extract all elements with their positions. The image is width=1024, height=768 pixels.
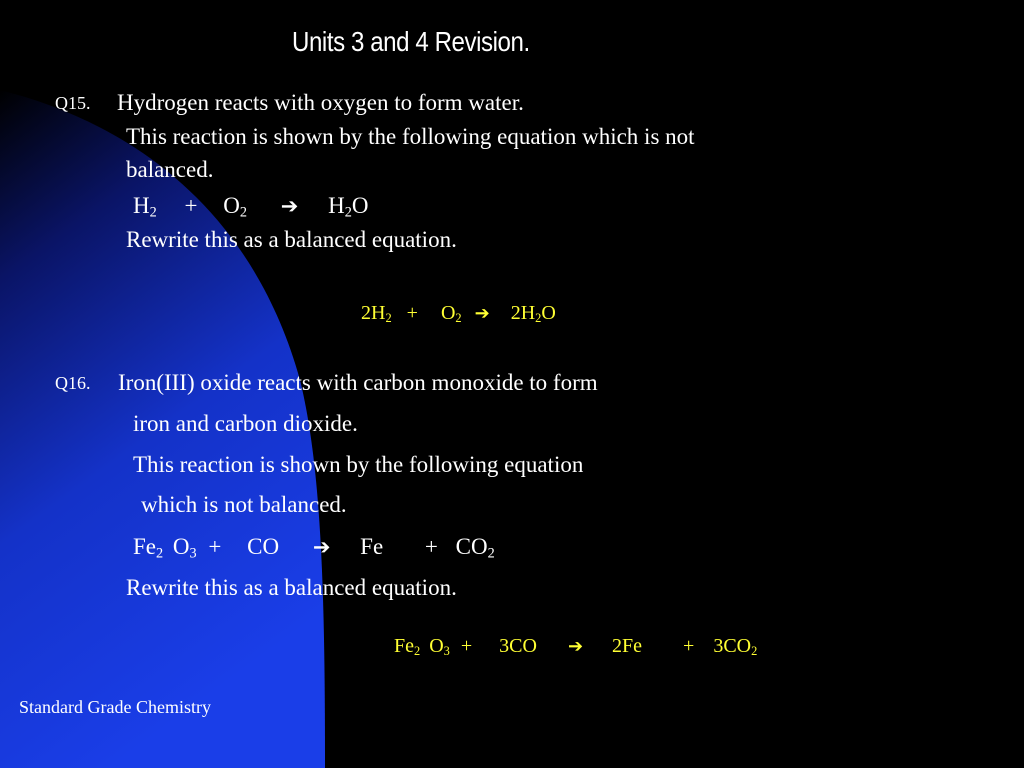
eq-term: H — [133, 193, 150, 218]
ans-term: 3CO — [713, 635, 752, 657]
eq-term: O — [351, 193, 369, 218]
q15-instruction: Rewrite this as a balanced equation. — [126, 227, 457, 252]
arrow-icon: ➔ — [567, 636, 584, 656]
q16-line2: iron and carbon dioxide. — [133, 411, 358, 436]
ans-term: O — [440, 302, 456, 324]
ans-term: 2Fe — [612, 635, 643, 657]
plus-sign: + — [184, 193, 198, 218]
q16-instruction: Rewrite this as a balanced equation. — [126, 575, 457, 600]
ans-term: O — [541, 302, 556, 324]
ans-term: Fe — [394, 635, 414, 657]
q16-number: Q16. — [55, 373, 91, 393]
plus-sign: + — [208, 534, 222, 559]
ans-term: 2H — [510, 302, 536, 324]
q16-line1: Iron(III) oxide reacts with carbon monoxide to form — [118, 370, 598, 395]
eq-term: Fe — [133, 534, 156, 559]
footer-text: Standard Grade Chemistry — [19, 697, 211, 717]
ans-subscript: 3 — [443, 644, 450, 659]
plus-sign: + — [460, 635, 473, 657]
q15-answer — [361, 302, 556, 326]
arrow-icon: ➔ — [474, 303, 490, 323]
plus-sign: + — [424, 534, 438, 559]
ans-subscript: 2 — [535, 311, 542, 326]
ans-term: O — [429, 635, 444, 657]
eq-subscript: 2 — [487, 545, 495, 562]
q16-answer — [394, 635, 758, 659]
eq-term: H — [328, 193, 345, 218]
q16-equation — [133, 534, 495, 562]
ans-subscript: 2 — [751, 644, 758, 659]
eq-term: CO — [247, 534, 280, 559]
arrow-icon: ➔ — [312, 535, 331, 559]
plus-sign: + — [683, 635, 695, 657]
eq-term: O — [223, 193, 240, 218]
arrow-icon: ➔ — [280, 194, 299, 218]
q16-line3: This reaction is shown by the following equation — [133, 452, 584, 477]
eq-subscript: 3 — [189, 545, 197, 562]
ans-term: 3CO — [499, 635, 537, 657]
eq-term: Fe — [360, 534, 384, 559]
eq-term: CO — [455, 534, 488, 559]
eq-subscript: 2 — [344, 204, 352, 221]
eq-subscript: 2 — [149, 204, 157, 221]
q16-line4: which is not balanced. — [141, 492, 347, 517]
eq-term: O — [172, 534, 190, 559]
slide-title: Units 3 and 4 Revision. — [292, 26, 530, 57]
ans-subscript: 2 — [385, 311, 392, 326]
q15-line2: This reaction is shown by the following equation which is not — [126, 124, 695, 149]
eq-subscript: 2 — [156, 545, 164, 562]
ans-subscript: 2 — [414, 644, 421, 659]
ans-term: 2H — [361, 302, 386, 324]
q15-line1: Hydrogen reacts with oxygen to form water. — [117, 90, 524, 115]
plus-sign: + — [406, 302, 418, 324]
eq-subscript: 2 — [239, 204, 247, 221]
q15-line3: balanced. — [126, 157, 214, 182]
q15-equation — [133, 193, 369, 221]
ans-subscript: 2 — [455, 311, 462, 326]
q15-number: Q15. — [55, 93, 91, 113]
